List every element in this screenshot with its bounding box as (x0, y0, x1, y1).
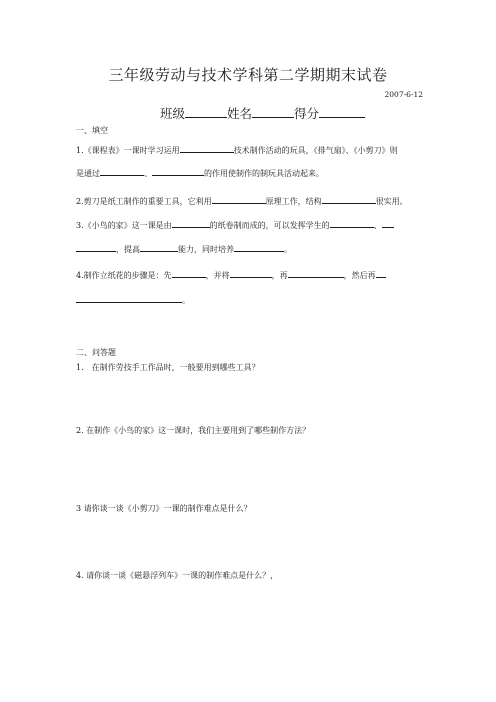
class-label: 班级 (160, 106, 186, 121)
q3-blank-3a[interactable] (382, 216, 394, 228)
question-4-line-2: 。 (76, 291, 190, 306)
section1-heading: 一、填空 (76, 126, 108, 135)
score-blank[interactable] (319, 106, 365, 118)
q3-blank-1[interactable] (172, 216, 210, 228)
q2-blank-2[interactable] (322, 192, 376, 204)
student-info-row (160, 104, 365, 122)
exam-title: 三年级劳动与技术学科第二学期期末试卷 (108, 66, 388, 84)
name-label: 姓名 (227, 106, 253, 121)
q1-blank-2[interactable] (100, 164, 144, 176)
q3-blank-2[interactable] (330, 216, 374, 228)
section2-heading: 二、问答题 (76, 348, 116, 357)
score-label: 得分 (294, 106, 320, 121)
question-1-line-1: 1.《课程表》一课时学习运用 技术制作活动的玩具，《排气扇》、《小剪刀》则 (76, 141, 398, 156)
qa-question-1: 1. 在制作劳技手工作品时，一般要用到哪些工具？ (76, 363, 260, 372)
qa-question-2: 2. 在制作《小鸟的家》这一课时，我们主要用到了哪些制作方法？ (76, 426, 311, 435)
class-blank[interactable] (185, 106, 227, 118)
question-4-line-1: 4.制作立纸花的步骤是：先 ，并将 ，再 ，然后再 (76, 266, 386, 281)
q4-blank-4b[interactable] (76, 291, 182, 303)
question-3-line-2: ，提高 能力，同时培养 。 (76, 240, 292, 255)
qa-question-3: 3 请你谈一谈《小剪刀》一课的制作难点是什么？ (76, 504, 252, 513)
q1-blank-3[interactable] (152, 164, 204, 176)
q4-blank-3[interactable] (288, 266, 344, 278)
q1-blank-1[interactable] (180, 141, 234, 153)
q4-blank-2[interactable] (230, 266, 272, 278)
question-3-line-1: 3.《小鸟的家》这一课是由 的纸卷制而成的，可以发挥学生的 、 (76, 216, 394, 231)
q3-blank-5[interactable] (234, 240, 284, 252)
q3-blank-3b[interactable] (76, 240, 116, 252)
q3-blank-4[interactable] (140, 240, 178, 252)
name-blank[interactable] (252, 106, 294, 118)
question-2: 2.剪刀是纸工制作的重要工具，它利用 原理工作，结构 很实用。 (76, 192, 408, 207)
q4-blank-1[interactable] (172, 266, 206, 278)
q2-blank-1[interactable] (212, 192, 266, 204)
q4-blank-4a[interactable] (376, 266, 386, 278)
question-1-line-2: 是通过 、 的作用使制作的制玩具活动起来。 (76, 164, 324, 179)
qa-question-4: 4. 请你谈一谈《磁悬浮列车》一课的制作难点是什么？， (76, 571, 279, 580)
exam-date: 2007-6-12 (384, 90, 423, 99)
